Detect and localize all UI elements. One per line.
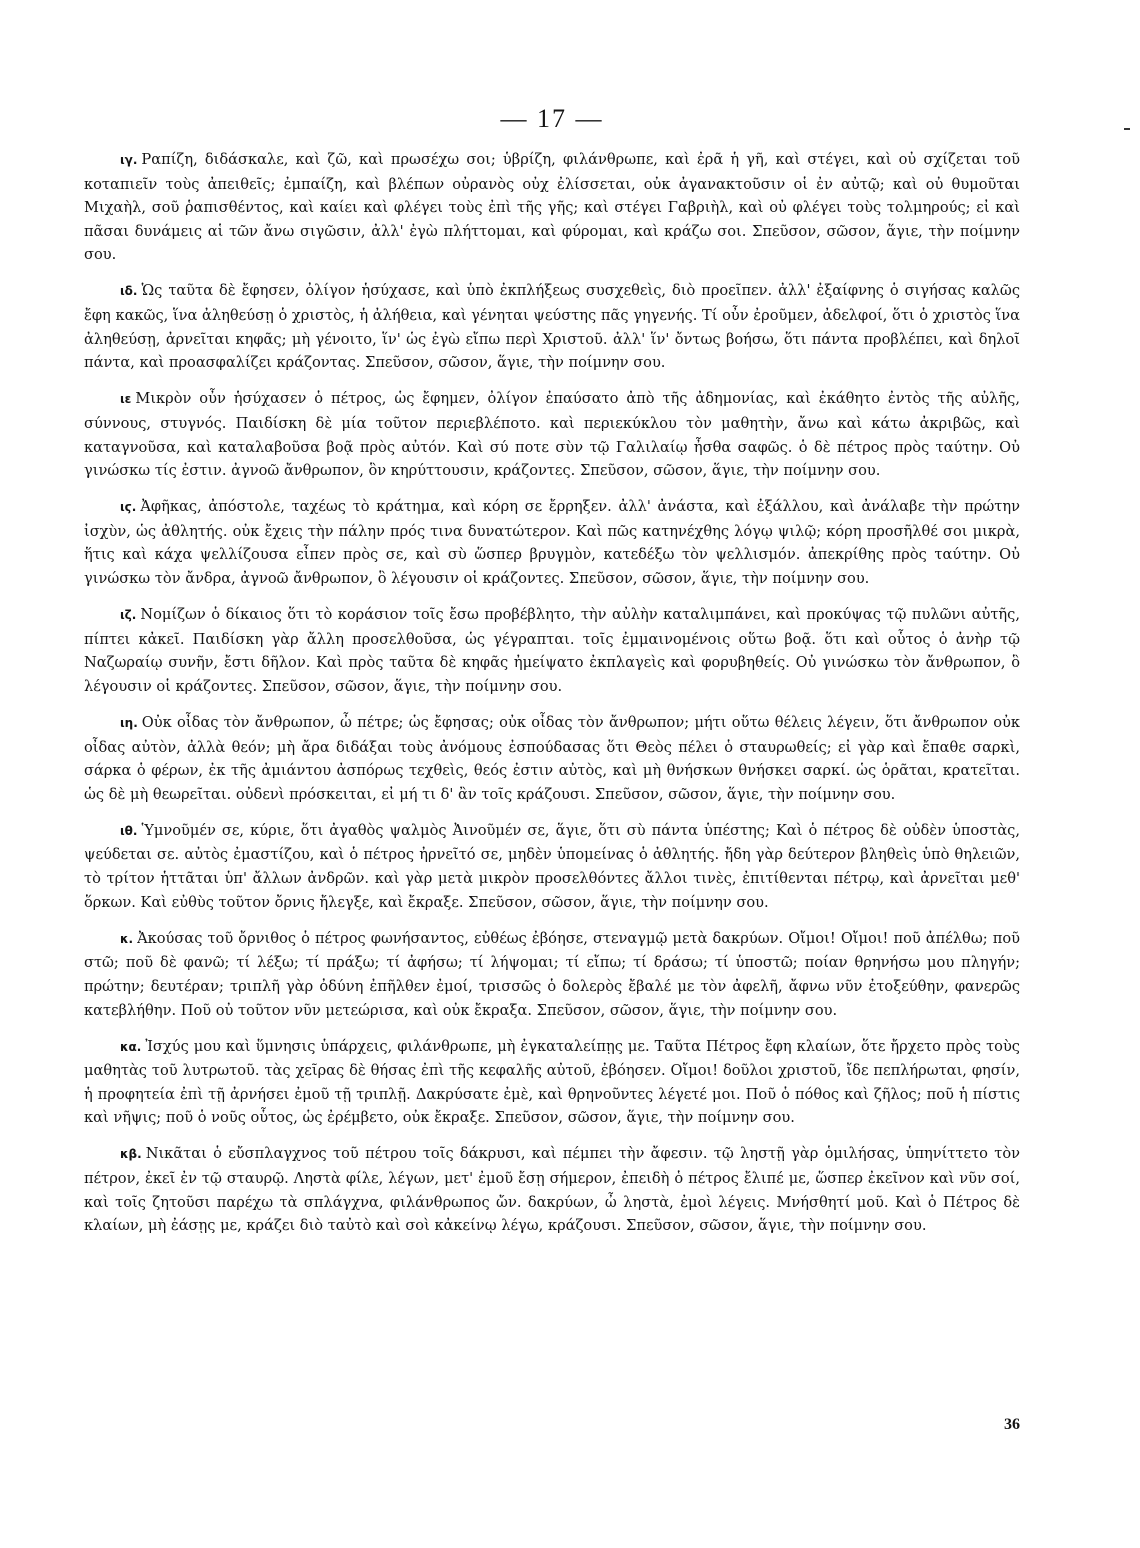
verse-15 <box>84 387 1020 482</box>
verse-text: Νομίζων ὁ δίκαιος ὅτι τὸ κοράσιον τοῖς ἔσω προβέβλητο, τὴν αὐλὴν καταλιμπάνει, καὶ προκύψας τῷ πυλῶνι αὐτῆς, πίπτει κἀκεῖ. Παιδίσκη γὰρ ἄλλη προσελθοῦσα, ὡς γέγραπται. τοῖς ἐμμαινομένοις οὕτω βοᾷ. ὅτι καὶ οὗτος ὁ ἀνὴρ τῷ Ναζωραίῳ συνῆν, ἔστι δῆλον. Καὶ πρὸς ταῦτα δὲ κηφᾶς ἠμείψατο ἐκπλαγεὶς καὶ φορυβηθείς. Οὐ γινώσκω τὸν ἄνθρωπον, ὃ λέγουσιν οἱ κράζοντες. Σπεῦσον, σῶσον, ἅγιε, τὴν ποίμνην σου. <box>84 606 1020 695</box>
document-page <box>84 96 1020 1250</box>
verse-17 <box>84 603 1020 698</box>
verse-21 <box>84 1035 1020 1130</box>
verse-number: ιζ. <box>120 608 137 623</box>
verse-22 <box>84 1142 1020 1237</box>
verse-number: ιϛ. <box>120 500 137 515</box>
verse-text: Ἀκούσας τοῦ ὄρνιθος ὁ πέτρος φωνήσαντος, εὐθέως ἐβόησε, στεναγμῷ μετὰ δακρύων. Οἴμοι! Οἴμοι! ποῦ ἀπέλθω; ποῦ στῶ; ποῦ δὲ φανῶ; τί λέξω; τί πράξω; τί ἀφήσω; τί λήψομαι; τί εἴπω; τί δράσω; τί ὑποστῶ; ποίαν θρηνήσω μου πληγήν; πρώτην; δευτέραν; τριπλῆ γὰρ ὀδύνη ἐπῆλθεν ἐμοί, τρισσῶς ὁ δολερὸς ἔβαλέ με τὸν ἀφελῆ, ἄφνω νῦν ἐτοξεύθην, φανερῶς κατεβλήθην. Ποῦ οὐ τοῦτον νῦν μετεώρισα, καὶ οὐκ ἔκραξα. Σπεῦσον, σῶσον, ἅγιε, τὴν ποίμνην σου. <box>84 929 1020 1019</box>
verse-text: Μικρὸν οὖν ἡσύχασεν ὁ πέτρος, ὡς ἔφημεν, ὀλίγον ἐπαύσατο ἀπὸ τῆς ἀδημονίας, καὶ ἐκάθητο ἐντὸς τῆς αὐλῆς, σύννους, στυγνός. Παιδίσκη δὲ μία τοῦτον περιεβλέποτο. καὶ περιεκύκλου τὸν μαθητὴν, ἄνω καὶ κάτω ἀκριβῶς, καὶ καταγνοῦσα, καὶ καταλαβοῦσα βοᾷ πρὸς αὐτόν. Καὶ σύ ποτε σὺν τῷ Γαλιλαίῳ ἦσθα σαφῶς. ὁ δὲ πέτρος πρὸς ταύτην. Οὐ γινώσκω τίς ἐστιν. ἀγνοῶ ἄνθρωπον, ὃν κηρύττουσιν, κράζοντες. Σπεῦσον, σῶσον, ἅγιε, τὴν ποίμνην σου. <box>84 390 1020 480</box>
verse-text: Νικᾶται ὁ εὔσπλαγχνος τοῦ πέτρου τοῖς δάκρυσι, καὶ πέμπει τὴν ἄφεσιν. τῷ ληστῇ γὰρ ὁμιλήσας, ὑπηνίττετο τὸν πέτρον, ἐκεῖ ἐν τῷ σταυρῷ. Ληστὰ φίλε, λέγων, μετ' ἐμοῦ ἔσῃ σήμερον, ἐπειδὴ ὁ πέτρος ἔλιπέ με, ὥσπερ ἐκεῖνον καὶ νῦν σοί, καὶ τοῖς ζητοῦσι παρέχω τὰ σπλάγχνα, φιλάνθρωπος ὤν. δακρύων, ὦ ληστὰ, ἐμοὶ λέγεις. Μνήσθητί μοῦ. Καὶ ὁ Πέτρος δὲ κλαίων, μὴ ἐάσῃς με, κράζει διὸ ταὐτὸ καὶ σοὶ κἀκείνῳ λέγω, κράζουσι. Σπεῦσον, σῶσον, ἅγιε, τὴν ποίμνην σου. <box>84 1145 1020 1235</box>
verse-text: Ὡς ταῦτα δὲ ἔφησεν, ὀλίγον ἡσύχασε, καὶ ὑπὸ ἐκπλήξεως συσχεθεὶς, διὸ προεῖπεν. ἀλλ' ἐξαίφνης ὁ σιγήσας καλῶς ἔφη κακῶς, ἵνα ἀληθεύσῃ ὁ χριστὸς, ἡ ἀλήθεια, καὶ γένηται ψεύστης πᾶς γηγενής. Τί οὖν ἐροῦμεν, ἀδελφοί, ὅτι ὁ χριστὸς ἵνα ἀληθεύσῃ, ἀρνεῖται κηφᾶς; μὴ γένοιτο, ἵν' ὡς ἐγὼ εἴπω περὶ Χριστοῦ. ἀλλ' ἵν' ὄντως βοήσω, ὅτι πάντα προβλέπει, καὶ δηλοῖ πάντα, καὶ προασφαλίζει κράζοντας. Σπεῦσον, σῶσον, ἅγιε, τὴν ποίμνην σου. <box>84 282 1020 372</box>
verse-16 <box>84 495 1020 590</box>
verse-number: ιγ. <box>120 153 138 167</box>
edge-mark <box>1124 128 1130 130</box>
verse-text: Ἰσχύς μου καὶ ὕμνησις ὑπάρχεις, φιλάνθρωπε, μὴ ἐγκαταλείπῃς με. Ταῦτα Πέτρος ἔφη κλαίων, ὅτε ἤρχετο πρὸς τοὺς μαθητὰς τοῦ λυτρωτοῦ. τὰς χεῖρας δὲ θήσας ἐπὶ τῆς κεφαλῆς αὐτοῦ, ἐβόησεν. Οἴμοι! δοῦλοι χριστοῦ, ἴδε πεπλήρωται, φησίν, ἡ προφητεία ἐπὶ τῇ ἀρνήσει ἐμοῦ τῇ τριπλῇ. Δακρύσατε ἐμὲ, καὶ θρηνοῦντες λέγετέ μοι. Ποῦ ὁ πόθος καὶ ζῆλος; ποῦ ἡ πίστις καὶ νῆψις; ποῦ ὁ νοῦς οὗτος, ὡς ἐρέμβετο, οὐκ ἔκραξε. Σπεῦσον, σῶσον, ἅγιε, τὴν ποίμνην σου. <box>84 1037 1020 1127</box>
page-number: — 17 — <box>500 104 604 133</box>
verse-19 <box>84 819 1020 914</box>
printer-signature: 36 <box>1004 1416 1020 1433</box>
verse-number: ιδ. <box>120 284 138 299</box>
verse-18 <box>84 711 1020 806</box>
verse-14 <box>84 279 1020 374</box>
verse-number: κ. <box>120 931 134 946</box>
verse-number: κβ. <box>120 1147 142 1162</box>
verse-number: ιη. <box>120 715 138 730</box>
verse-text: Ραπίζη, διδάσκαλε, καὶ ζῶ, καὶ πρωσέχω σοι; ὑβρίζη, φιλάνθρωπε, καὶ ἐρᾶ ἡ γῆ, καὶ στέγει, καὶ οὐ σχίζεται τοῦ κοταπιεῖν τοὺς ἀπειθεῖς; ἐμπαίζη, καὶ βλέπων οὐρανὸς οὐχ ἐλίσσεται, οὐκ ἀγανακτοῦσιν οἱ ἐν αὐτῷ; καὶ οὐ θυμοῦται Μιχαὴλ, σοῦ ῥαπισθέντος, καὶ καίει καὶ φλέγει τοὺς ἐπὶ τῆς γῆς; καὶ στέγει Γαβριὴλ, καὶ οὐ φλέγει τοὺς τολμηρούς; εἰ καὶ πᾶσαι δυνάμεις αἱ τῶν ἄνω σιγῶσιν, ἀλλ' ἐγὼ πλήττομαι, καὶ φύρομαι, καὶ κράζω σοι. Σπεῦσον, σῶσον, ἅγιε, τὴν ποίμνην σου. <box>84 151 1020 264</box>
verse-20 <box>84 927 1020 1022</box>
verse-text: Ὑμνοῦμέν σε, κύριε, ὅτι ἀγαθὸς ψαλμὸς Ἀινοῦμέν σε, ἅγιε, ὅτι σὺ πάντα ὑπέστης; Καὶ ὁ πέτρος δὲ οὐδὲν ὑποστὰς, ψεύδεται σε. αὐτὸς ἐμαστίζου, καὶ ὁ πέτρος ἠρνεῖτό σε, μηδὲν ὑπομείνας ὁ ἀθλητής. ἤδη γὰρ δεύτερον βληθεὶς ὑπὸ θηλειῶν, τὸ τρίτον ἡττᾶται ὑπ' ἄλλων ἀνδρῶν. καὶ γὰρ μετὰ μικρὸν προσελθόντες ἄλλοι τινὲς, ἐπιτίθενται πέτρῳ, καὶ ἀρνεῖται μεθ' ὅρκων. Καὶ εὐθὺς τοῦτον ὄρνις ἤλεγξε, καὶ ἔκραξε. Σπεῦσον, σῶσον, ἅγιε, τὴν ποίμνην σου. <box>84 821 1020 911</box>
verse-number: κα. <box>120 1039 142 1054</box>
verse-number: ιε <box>120 392 132 407</box>
verse-text: Ἀφῆκας, ἀπόστολε, ταχέως τὸ κράτημα, καὶ κόρη σε ἔρρηξεν. ἀλλ' ἀνάστα, καὶ ἐξάλλου, καὶ ἀνάλαβε τὴν πρώτην ἰσχὺν, ὡς ἀθλητής. οὐκ ἔχεις τὴν πάλην πρός τινα δυνατώτερον. Καὶ πῶς κατηνέχθης λόγῳ ψιλῷ; κόρη προσῆλθέ σοι μικρὰ, ἥτις καὶ κάχα ψελλίζουσα εἶπεν πρὸς σε, καὶ σὺ ὥσπερ βρυγμὸν, κατεδέξω τὸν ψελλισμόν. ἀπεκρίθης πρὸς ταύτην. Οὐ γινώσκω τὸν ἄνδρα, ἀγνοῶ ἄνθρωπον, ὃ λέγουσιν οἱ κράζοντες. Σπεῦσον, σῶσον, ἅγιε, τὴν ποίμνην σου. <box>84 498 1020 587</box>
verse-13 <box>84 148 1020 267</box>
verse-text: Οὐκ οἶδας τὸν ἄνθρωπον, ὦ πέτρε; ὡς ἔφησας; οὐκ οἶδας τὸν ἄνθρωπον; μήτι οὕτω θέλεις λέγειν, ὅτι ἄνθρωπον οὐκ οἶδας αὐτὸν, ἀλλὰ θεόν; μὴ ἄρα διδάξαι τοὺς ἀνόμους ἐσπούδασας ὅτι Θεὸς πέλει ὁ σταυρωθείς; εἰ γὰρ καὶ ἔπαθε σαρκὶ, σάρκα ὁ φέρων, ἐκ τῆς ἀμιάντου ἀσπόρως τεχθεὶς, θεός ἐστιν αὐτὸς, καὶ μὴ θνήσκων θνήσκει σαρκί. ὡς ὁρᾶται, κρατεῖται. ὡς δὲ μὴ θεωρεῖται. οὐδενὶ πρόσκειται, εἰ μή τι δ' ἂν τοῖς κράζουσι. Σπεῦσον, σῶσον, ἅγιε, τὴν ποίμνην σου. <box>84 713 1020 803</box>
verse-number: ιθ. <box>120 823 138 838</box>
